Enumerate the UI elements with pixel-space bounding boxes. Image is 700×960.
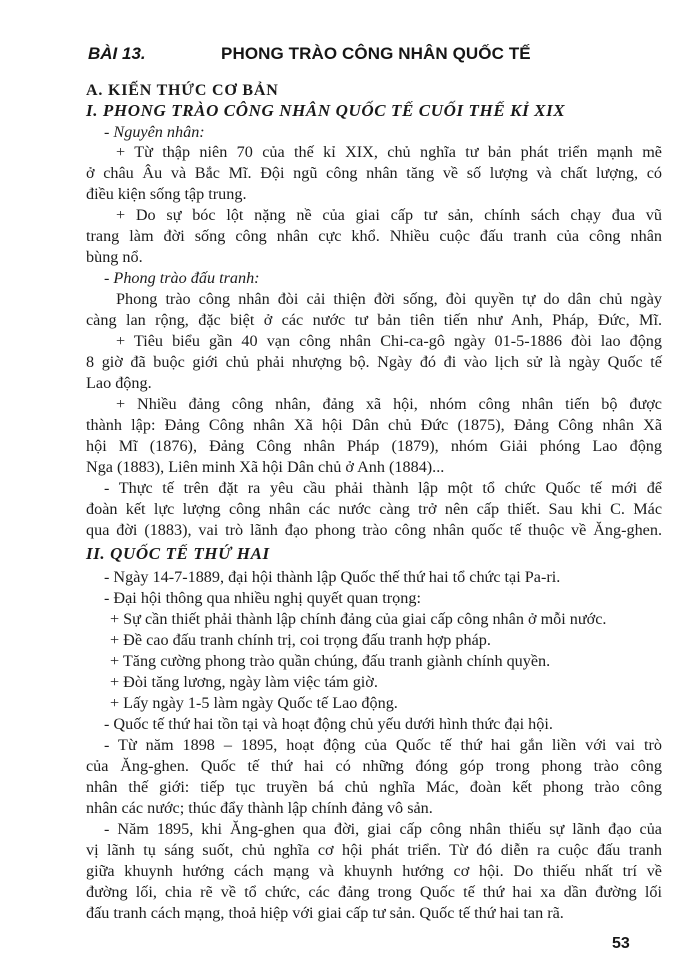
part-2-heading: II. QUỐC TẾ THỨ HAI <box>86 544 270 563</box>
paragraph-line: trang làm đời sống công nhân cực khổ. Nhiều cuộc đấu tranh của công nhân <box>86 227 662 245</box>
paragraph-line: vị lãnh tụ sáng suốt, chủ nghĩa cơ hội phát triển. Từ đó diễn ra cuộc đấu tranh <box>86 841 662 859</box>
paragraph-line: của Ăng-ghen. Quốc tế thứ hai có những đóng góp trong phong trào công <box>86 757 662 775</box>
paragraph-line: đấu tranh cách mạng, thoả hiệp với giai cấp tư sản. Quốc tế thứ hai tan rã. <box>86 904 564 922</box>
paragraph-line: ở châu Âu và Bắc Mĩ. Đội ngũ công nhân tăng về số lượng và chất lượng, có <box>86 164 662 182</box>
paragraph-line: + Từ thập niên 70 của thế kỉ XIX, chủ nghĩa tư bản phát triển mạnh mẽ <box>116 143 662 161</box>
lesson-number: BÀI 13. <box>88 44 146 63</box>
paragraph-line: qua đời (1883), vai trò lãnh đạo phong trào công nhân quốc tế thuộc về Ăng-ghen. <box>86 521 662 539</box>
paragraph-line: hội Mĩ (1876), Đảng Công nhân Pháp (1879), nhóm Giải phóng Lao động <box>86 437 662 455</box>
section-a-heading: A. KIẾN THỨC CƠ BẢN <box>86 82 279 99</box>
list-item: + Đề cao đấu tranh chính trị, coi trọng đấu tranh hợp pháp. <box>110 631 491 649</box>
paragraph-line: Lao động. <box>86 374 152 392</box>
paragraph-line: giữa khuynh hướng cách mạng và khuynh hướng cơ hội. Do thiếu nhất trí về <box>86 862 662 880</box>
paragraph-line: Nga (1883), Liên minh Xã hội Dân chủ ở Anh (1884)... <box>86 458 445 476</box>
paragraph-line: - Thực tế trên đặt ra yêu cầu phải thành lập một tổ chức Quốc tế mới để <box>104 479 662 497</box>
causes-label: - Nguyên nhân: <box>104 123 205 141</box>
paragraph-line: - Quốc tế thứ hai tồn tại và hoạt động chủ yếu dưới hình thức đại hội. <box>104 715 553 733</box>
lesson-title: PHONG TRÀO CÔNG NHÂN QUỐC TẾ <box>221 44 531 63</box>
paragraph-line: bùng nổ. <box>86 248 143 266</box>
paragraph-line: càng lan rộng, đặc biệt ở các nước tư bản tiên tiến như Anh, Pháp, Đức, Mĩ. <box>86 311 662 329</box>
list-item: + Sự cần thiết phải thành lập chính đảng của giai cấp công nhân ở mỗi nước. <box>110 610 607 628</box>
paragraph-line: thành lập: Đảng Công nhân Xã hội Dân chủ Đức (1875), Đảng Công nhân Xã <box>86 416 662 434</box>
part-1-heading: I. PHONG TRÀO CÔNG NHÂN QUỐC TẾ CUỐI THẾ KỈ XIX <box>86 101 566 120</box>
paragraph-line: 8 giờ đã buộc giới chủ phải nhượng bộ. Ngày đó đi vào lịch sử là ngày Quốc tế <box>86 353 662 371</box>
paragraph-line: - Từ năm 1898 – 1895, hoạt động của Quốc tế thứ hai gắn liền với vai trò <box>104 736 662 754</box>
paragraph-line: - Ngày 14-7-1889, đại hội thành lập Quốc thế thứ hai tổ chức tại Pa-ri. <box>104 568 561 586</box>
paragraph-line: điều kiện sống tập trung. <box>86 185 247 203</box>
page-number: 53 <box>612 935 630 952</box>
struggle-label: - Phong trào đấu tranh: <box>104 269 260 287</box>
paragraph-line: + Do sự bóc lột nặng nề của giai cấp tư sản, chính sách chạy đua vũ <box>116 206 662 224</box>
paragraph-line: + Nhiều đảng công nhân, đảng xã hội, nhóm công nhân tiến bộ được <box>116 395 662 413</box>
paragraph-line: - Đại hội thông qua nhiều nghị quyết quan trọng: <box>104 589 421 607</box>
list-item: + Lấy ngày 1-5 làm ngày Quốc tế Lao động. <box>110 694 398 712</box>
paragraph-line: + Tiêu biểu gần 40 vạn công nhân Chi-ca-gô ngày 01-5-1886 đòi lao động <box>116 332 662 350</box>
paragraph-line: nhân các nước; thúc đẩy thành lập chính đảng vô sản. <box>86 799 433 817</box>
paragraph-line: nhân thế giới: tiếp tục truyền bá chủ nghĩa Mác, đoàn kết phong trào công <box>86 778 662 796</box>
paragraph-line: Phong trào công nhân đòi cải thiện đời sống, đòi quyền tự do dân chủ ngày <box>116 290 662 308</box>
list-item: + Đòi tăng lương, ngày làm việc tám giờ. <box>110 673 378 691</box>
paragraph-line: đường lối, chia rẽ về tổ chức, các đảng trong Quốc tế thứ hai xa dần đường lối <box>86 883 662 901</box>
paragraph-line: đoàn kết lực lượng công nhân các nước càng trở nên cấp thiết. Sau khi C. Mác <box>86 500 662 518</box>
list-item: + Tăng cường phong trào quần chúng, đấu tranh giành chính quyền. <box>110 652 551 670</box>
lesson-header <box>88 44 668 68</box>
paragraph-line: - Năm 1895, khi Ăng-ghen qua đời, giai cấp công nhân thiếu sự lãnh đạo của <box>104 820 662 838</box>
